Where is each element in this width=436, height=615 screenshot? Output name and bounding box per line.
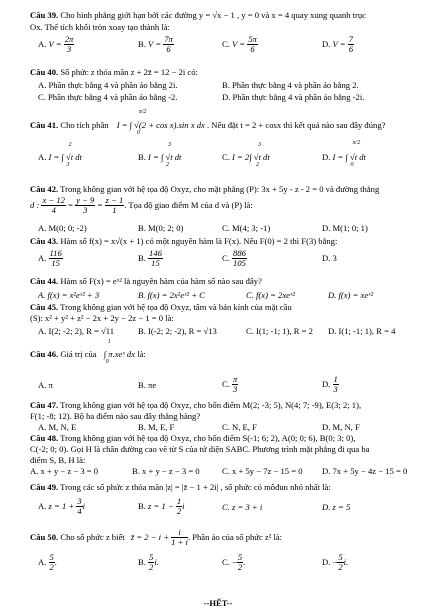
denominator: 15 (51, 258, 60, 269)
fraction (163, 35, 174, 55)
option-b[interactable] (138, 553, 159, 573)
upper-limit: π/2 (352, 140, 361, 146)
option-a[interactable] (38, 142, 82, 168)
lower-limit: 0 (105, 359, 109, 365)
option-d[interactable] (322, 553, 348, 573)
numerator: i (171, 528, 188, 538)
math-text: i. (154, 556, 159, 567)
numerator: 1 (333, 374, 338, 384)
denominator: 15 (151, 258, 160, 269)
fraction (41, 196, 66, 216)
option-b[interactable]: B. M(0; 2; 0) (138, 223, 184, 233)
question-45-text2 (30, 313, 430, 324)
option-d[interactable]: D. I(1; -1; 1), R = 4 (328, 326, 396, 336)
question-label: Câu 48. (30, 433, 59, 443)
option-a[interactable] (38, 497, 85, 517)
option-label: C. − (222, 556, 237, 567)
option-b[interactable]: B. M, E, F (138, 422, 175, 432)
option-a[interactable]: A. M(0; 0; -2) (38, 223, 87, 233)
option-d[interactable] (322, 375, 339, 395)
lower-limit: 0 (350, 162, 354, 168)
denominator: 2 (149, 562, 154, 573)
option-b[interactable] (138, 35, 174, 55)
question-text: Cho hình phẳng giới hạn bởi các đường y = √x − 1 , y = 0 và x = 4 quay xung quanh trục (58, 10, 366, 20)
option-b[interactable]: B. I(-2; 2; -2), R = √13 (138, 326, 217, 336)
question-label: Câu 50. (30, 531, 59, 542)
option-b[interactable] (138, 142, 182, 168)
option-label: A. (38, 500, 49, 511)
question-47-text2 (30, 411, 430, 422)
numerator: x − 12 (42, 195, 65, 205)
option-c[interactable]: C. z = 3 + i (222, 502, 263, 512)
math-text: d : (30, 199, 40, 210)
option-d[interactable]: D. f(x) = xeˣ² (328, 290, 374, 300)
denominator: 6 (166, 44, 171, 55)
question-47 (30, 400, 430, 411)
math-text: i (182, 500, 185, 511)
question-40 (30, 67, 430, 78)
option-c[interactable] (222, 142, 270, 168)
option-a[interactable] (38, 553, 57, 573)
question-label: Câu 39. (30, 10, 59, 20)
math-text: V = (148, 38, 162, 49)
option-b[interactable] (138, 249, 163, 269)
numerator: 7 (348, 34, 354, 44)
option-label: B. (138, 500, 149, 511)
denominator: 3 (233, 384, 238, 395)
question-text: Trong các số phức z thỏa mãn |z| = |z̄ − 1 + 2i| , số phức có môđun nhỏ nhất là: (58, 482, 331, 492)
denominator: 1 + i (171, 537, 188, 548)
fraction (247, 35, 258, 55)
lower-limit: 2 (166, 162, 170, 168)
math-text: z̄ = 2 − i + (130, 531, 169, 542)
option-label: B. (138, 252, 149, 263)
numerator: 886 (233, 248, 246, 258)
option-label: C. (222, 38, 233, 49)
option-label: B. (138, 38, 149, 49)
numerator: 2π (64, 34, 74, 44)
math-text: V = (232, 38, 246, 49)
question-39 (30, 10, 430, 21)
option-b[interactable] (138, 497, 185, 517)
option-label: D. (322, 378, 333, 389)
option-c[interactable]: C. M(4; 3; -1) (222, 223, 271, 233)
question-39-text2 (30, 22, 430, 33)
option-b[interactable]: B. f(x) = 2x²eˣ² + C (138, 290, 205, 300)
option-d[interactable]: D. M, N, F (322, 422, 360, 432)
numerator: 5π (248, 34, 257, 44)
fraction (64, 35, 75, 55)
denominator: 2 (49, 562, 54, 573)
option-a[interactable] (38, 35, 74, 55)
denominator: 6 (250, 44, 255, 55)
option-c[interactable] (222, 375, 238, 395)
integral-expression (103, 339, 136, 365)
question-48-text3 (30, 455, 430, 466)
question-46 (30, 339, 430, 365)
math-text: V = (48, 38, 62, 49)
denominator: 6 (348, 44, 354, 55)
math-text: . (54, 556, 57, 567)
option-c[interactable]: C. x + 5y − 7z − 15 = 0 (222, 466, 303, 476)
option-a[interactable]: A. x + y − z − 3 = 0 (30, 466, 99, 476)
option-label: D. (322, 38, 333, 49)
math-text: z = 1 + (48, 500, 75, 511)
fraction (171, 528, 188, 548)
denominator: 4 (77, 506, 82, 517)
option-b[interactable]: B. Phần thực bằng 4 và phần ảo bằng 2. (222, 80, 359, 90)
lower-limit: 0 (136, 130, 140, 136)
denominator: 105 (233, 258, 246, 269)
question-text: Trong không gian với hệ tọa độ Oxyz, cho bốn điểm M(2; -3; 5), N(4; 7; -9), E(3; 2; 1), (58, 400, 362, 410)
question-text: Cho số phức z biết (58, 531, 125, 542)
question-text: (S): x² + y² + z² − 2x + 2y − 2z − 1 = 0 là: (30, 313, 174, 323)
numerator: 5 (49, 552, 54, 562)
question-text: Trong không gian với hệ tọa độ Oxyz, cho bốn điểm S(-1; 6; 2), A(0; 0; 6), B(0; 3; 0), (58, 433, 356, 443)
question-text: Cho tích phân (58, 120, 109, 130)
question-text: C(-2; 0; 0). Gọi H là chân đường cao vẽ từ S của tứ diện SABC. Phương trình mặt phẳng đi qua ba (30, 444, 370, 454)
question-text: . Nếu đặt t = 2 + cosx thì kết quả nào sau đây đúng? (207, 120, 386, 130)
integral: ∫ π.xeˣ dx (103, 349, 136, 359)
denominator: 1 (112, 205, 117, 216)
option-label: D. (322, 152, 333, 162)
option-c[interactable]: C. f(x) = 2xeˣ² (246, 290, 295, 300)
option-c[interactable]: C. I(1; -1; 1), R = 2 (246, 326, 313, 336)
numerator: 5 (237, 552, 243, 562)
math-text: i (82, 500, 86, 511)
fraction (232, 249, 247, 269)
question-label: Câu 40. (30, 67, 59, 77)
integral: I = ∫ √t dt (148, 152, 182, 162)
option-c[interactable] (222, 249, 247, 269)
question-label: Câu 47. (30, 400, 59, 410)
option-d[interactable]: D. z = 5 (322, 502, 351, 512)
integral: I = ∫ √t dt (332, 152, 366, 162)
fraction (333, 375, 339, 395)
lower-limit: 3 (66, 162, 70, 168)
option-label: C. (222, 152, 233, 162)
denominator: 3 (66, 44, 72, 55)
option-d[interactable]: D. Phần thực bằng 4 và phần ảo bằng -2i. (222, 92, 365, 102)
numerator: π (233, 374, 238, 384)
question-50 (30, 528, 430, 548)
option-d[interactable] (322, 35, 354, 55)
numerator: 116 (49, 248, 62, 258)
question-text: F(1; -8; 12). Bộ ba điểm nào sau đây thẳng hàng? (30, 411, 201, 421)
denominator: 3 (333, 384, 338, 395)
denominator: 2 (237, 562, 243, 573)
option-label: B. (138, 556, 149, 567)
option-d[interactable] (322, 140, 366, 168)
option-label: A. (38, 556, 49, 567)
question-label: Câu 42. (30, 184, 59, 194)
option-b[interactable]: B. πe (138, 380, 157, 390)
upper-limit: 1 (107, 339, 111, 345)
option-a[interactable] (38, 249, 63, 269)
upper-limit: 3 (168, 142, 172, 148)
question-41 (30, 109, 430, 136)
math-text: i. (343, 556, 349, 567)
fraction (348, 35, 354, 55)
option-label: A. (38, 152, 49, 162)
option-a[interactable]: A. f(x) = x²eˣ² + 3 (38, 290, 100, 300)
question-text: . Tọa độ giao điểm M của d và (P) là: (124, 199, 253, 210)
numerator: 1 (176, 496, 182, 506)
integral-expression (116, 109, 207, 136)
denominator: 2 (338, 562, 343, 573)
question-48 (30, 433, 430, 444)
upper-limit: 3 (258, 142, 262, 148)
question-49 (30, 482, 430, 493)
question-label: Câu 41. (30, 120, 59, 130)
option-d[interactable]: D. 7x + 5y − 4z − 15 = 0 (322, 466, 408, 476)
numerator: 3 (77, 496, 82, 506)
option-label: B. (138, 152, 149, 162)
option-c[interactable] (222, 35, 258, 55)
question-text: Ox. Thể tích khối tròn xoay tạo thành là: (30, 22, 170, 32)
question-label: Câu 49. (30, 482, 59, 492)
option-d[interactable]: D. 3 (322, 253, 337, 263)
question-text: Số phức z thỏa mãn z + 2z̄ = 12 − 2i có: (58, 67, 198, 77)
question-text: Trong không gian với hệ tọa độ Oxyz, tâm và bán kính của mặt cầu (58, 302, 292, 312)
option-label: D. − (322, 556, 338, 567)
numerator: 7π (164, 34, 173, 44)
question-text: Giá trị của (58, 349, 97, 359)
end-marker: --HẾT-- (203, 598, 233, 608)
question-label: Câu 45. (30, 302, 59, 312)
integral: I = ∫ √t dt (48, 152, 82, 162)
numerator: 5 (338, 552, 343, 562)
numerator: z − 1 (105, 195, 124, 205)
question-text: là: (135, 349, 146, 359)
fraction (105, 196, 125, 216)
option-label: C. (222, 252, 233, 263)
math-text: . (243, 556, 246, 567)
numerator: 146 (149, 248, 162, 258)
fraction (49, 249, 63, 269)
fraction (148, 249, 163, 269)
integral: I = ∫ √(2 + cos x).sin x dx (116, 120, 205, 130)
question-text: điểm S, B, H là: (30, 455, 86, 465)
math-text: z = 1 − (148, 500, 174, 511)
question-42 (30, 184, 430, 195)
option-label: A. (38, 252, 49, 263)
question-42-line: d : $\frac{x - 12}{4}$ = $\frac{y - 9}{3}$ = $\frac{z - 1}{1}$ . Tọa độ giao điểm M của d và (P) là: (30, 195, 253, 216)
integral: I = 2∫ √t dt (232, 152, 270, 162)
denominator: 3 (83, 205, 88, 216)
question-text: Trong không gian với hệ tọa độ Oxyz, cho mặt phẳng (P): 3x + 5y - z - 2 = 0 và đường thẳng (58, 184, 380, 194)
upper-limit: 2 (68, 142, 72, 148)
lower-limit: 2 (256, 162, 260, 168)
denominator: 4 (51, 205, 56, 216)
math-text: V = (332, 38, 346, 49)
option-a[interactable]: A. Phần thực bằng 4 và phần ảo bằng 2i. (38, 80, 178, 90)
option-label: A. (38, 38, 49, 49)
question-text: . Phần ảo của số phức z² là: (187, 531, 283, 542)
option-c[interactable]: C. N, E, F (222, 422, 257, 432)
denominator: 2 (176, 506, 182, 517)
option-c[interactable] (222, 553, 245, 573)
question-45 (30, 302, 430, 313)
fraction (75, 196, 95, 216)
upper-limit: π/2 (138, 109, 147, 115)
question-43 (30, 236, 430, 247)
question-48-text2 (30, 444, 430, 455)
question-label: Câu 43. (30, 236, 59, 246)
option-a[interactable]: A. M, N, E (38, 422, 77, 432)
option-d[interactable]: D. M(1; 0; 1) (322, 223, 368, 233)
option-a[interactable]: A. I(2; -2; 2), R = √11 (38, 326, 115, 336)
numerator: 5 (149, 552, 154, 562)
option-a[interactable]: A. π (38, 380, 53, 390)
option-label: C. (222, 378, 233, 389)
numerator: y − 9 (76, 195, 95, 205)
question-text: Hàm số F(x) = eˣ² là nguyên hàm của hàm số nào sau đây? (58, 276, 262, 286)
fraction (232, 375, 238, 395)
option-c[interactable]: C. Phần thực bằng 4 và phần ảo bằng -2. (38, 92, 178, 102)
option-b[interactable]: B. x + y − z − 3 = 0 (132, 466, 200, 476)
question-text: Hàm số f(x) = x√(x + 1) có một nguyên hàm là F(x). Nếu F(0) = 2 thì F(3) bằng: (58, 236, 338, 246)
question-label: Câu 46. (30, 349, 59, 359)
question-label: Câu 44. (30, 276, 59, 286)
question-44 (30, 276, 430, 287)
